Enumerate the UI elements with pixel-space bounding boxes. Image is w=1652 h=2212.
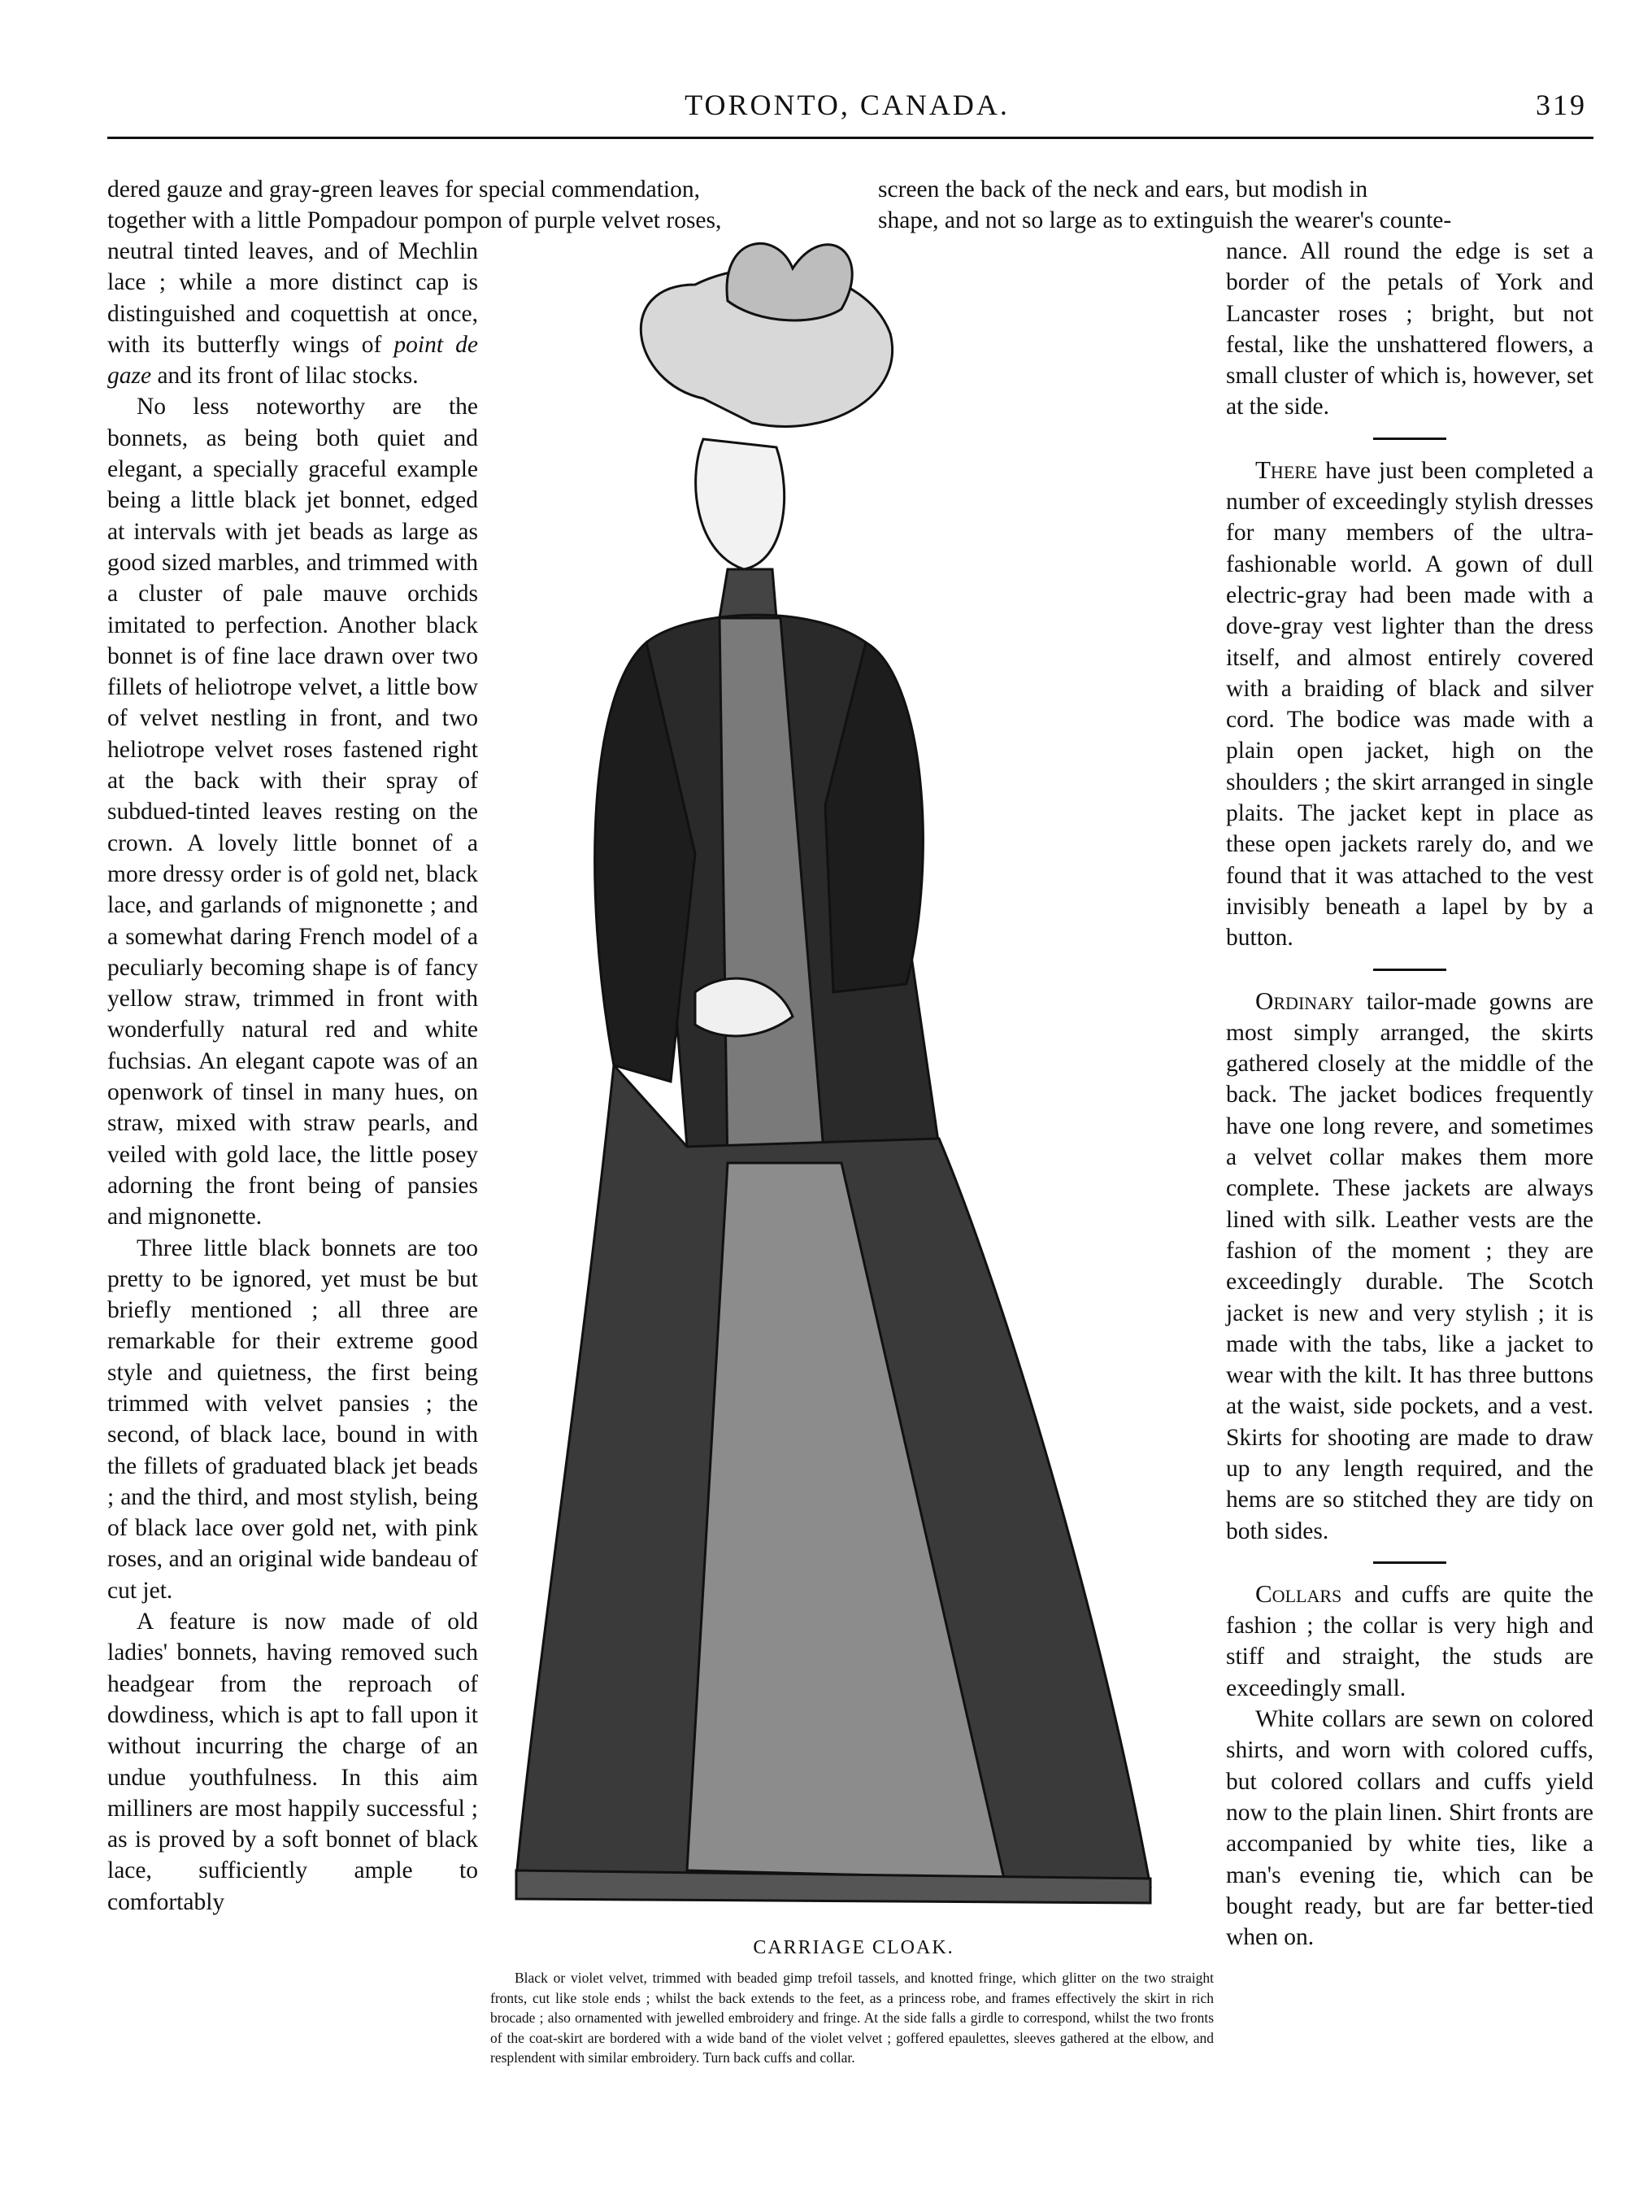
section-divider <box>1373 438 1446 440</box>
paragraph-text: and cuffs are quite the fashion ; the collar is very high and stiff and straight, the studs are exceedingly small. <box>1226 1581 1593 1701</box>
lead-right-lines <box>878 174 1593 237</box>
lead-word: There <box>1255 455 1318 484</box>
lead-right-line-1: screen the back of the neck and ears, but modish in <box>878 176 1368 202</box>
head <box>696 439 785 569</box>
running-head-title: TORONTO, CANADA. <box>685 89 1010 121</box>
paragraph-text: and its front of lilac stocks. <box>151 363 419 390</box>
header-rule <box>107 137 1593 139</box>
paragraph-old-ladies-bonnets: A feature is now made of old ladies' bonnets, having removed such headgear from the reproach of dowdiness, which is apt to fall upon it without incurring the charge of an undue youthfulness. In this aim milliners are most happily successful ; as is proved by a soft bonnet of black lace, sufficiently ample to comfortably <box>107 1609 478 1915</box>
paragraph-bonnets: No less noteworthy are the bonnets, as being both quiet and elegant, a specially graceful example being a little black jet bonnet, edged at intervals with jet beads as large as good sized marbles, and trimmed with a cluster of pale mauve orchids imitated to perfection. Another black bonnet is of fine lace drawn over two fillets of heliotrope velvet, a little bow of velvet nestling in front, and two heliotrope velvet roses fastened right at the back with their spray of subdued-tinted leaves resting on the crown. A lovely little bonnet of a more dressy order is of gold net, black lace, and garlands of mignonette ; and a somewhat daring French model of a peculiarly becoming shape is of fancy yellow straw, trimmed in front with wonderfully natural red and white fuchsias. An elegant capote was of an openwork of tinsel in many hues, on straw, mixed with straw pearls, and veiled with gold lace, the little posey adorning the front being of pansies and mignonette. <box>107 394 478 1230</box>
paragraph-tailor-made-gowns <box>1226 986 1593 1547</box>
lead-word: Ordinary <box>1255 986 1354 1015</box>
paragraph-collars-cuffs <box>1226 1578 1593 1704</box>
italic-term: point de gaze <box>107 331 478 390</box>
paragraph-mechlin-lace <box>107 236 478 391</box>
lead-left-line-1: dered gauze and gray-green leaves for special commendation, <box>107 176 700 202</box>
left-column <box>107 236 478 1918</box>
paragraph-rose-border: nance. All round the edge is set a border of the petals of York and Lancaster roses ; bright, but not festal, like the unshattered flowers, a small cluster of which is, however, set at the side. <box>1226 238 1593 420</box>
lead-right-line-2: shape, and not so large as to extinguish the wearer's counte- <box>878 207 1452 234</box>
paragraph-white-collars: White collars are sewn on colored shirts, and worn with colored cuffs, but colored collars and cuffs yield now to the plain linen. Shirt fronts are accompanied by white ties, like a man's evening tie, which can be bought ready, but are far better-tied when on. <box>1226 1706 1593 1951</box>
running-head <box>107 88 1587 135</box>
paragraph-stylish-dresses <box>1226 455 1593 954</box>
carriage-cloak-illustration <box>484 236 1215 1919</box>
lead-word: Collars <box>1255 1578 1342 1608</box>
hat-ribbon-bow <box>727 243 852 320</box>
paragraph-text: have just been completed a number of exceedingly stylish dresses for many members of the ultra-fashionable world. A gown of dull electric-gray had been made with a dove-gray vest lighter than the dress itself, and almost entirely covered with a braiding of black and silver cord. The bodice was made with a plain open jacket, high on the shoulders ; the skirt arranged in single plaits. The jacket kept in place as these open jackets rarely do, and we found that it was attached to the vest invisibly beneath a lapel by by a button. <box>1226 457 1593 951</box>
section-divider <box>1373 969 1446 971</box>
lead-left-lines <box>107 174 841 237</box>
section-divider <box>1373 1561 1446 1564</box>
paragraph-text: neutral tinted leaves, and of Mechlin lace ; while a more distinct cap is distinguished and coquettish at once, with its butterfly wings of <box>107 238 478 358</box>
page-number: 319 <box>1536 89 1587 121</box>
paragraph-black-bonnets: Three little black bonnets are too pretty to be ignored, yet must be but briefly mentioned ; all three are remarkable for their extreme good style and quietness, the first being trimmed with velvet pansies ; the second, of black lace, bound in with the fillets of graduated black jet beads ; and the third, and most stylish, being of black lace over gold net, with pink roses, and an original wide bandeau of cut jet. <box>107 1234 478 1604</box>
paragraph-text: tailor-made gowns are most simply arranged, the skirts gathered closely at the middle of the back. The jacket bodices frequently have one long revere, and sometimes a velvet collar makes them more complete. These jackets are always lined with silk. Leather vests are the fashion of the moment ; they are exceedingly durable. The Scotch jacket is new and very stylish ; it is made with the tabs, like a jacket to wear with the kilt. It has three buttons at the waist, side pockets, and a vest. Skirts for shooting are made to draw up to any length required, and the hems are so stitched they are tidy on both sides. <box>1226 988 1593 1544</box>
figure-caption: Black or violet velvet, trimmed with beaded gimp trefoil tassels, and knotted fringe, which glitter on the two straight fronts, cut like stole ends ; whilst the back extends to the feet, as a princess robe, and frames effectively the skirt in rich brocade ; also ornamented with jewelled embroidery and fringe. At the side falls a girdle to correspond, whilst the two fronts of the coat-skirt are bordered with a wide band of the violet velvet ; goffered epaulettes, sleeves gathered at the elbow, and resplendent with similar embroidery. Turn back cuffs and collar. <box>490 1970 1214 2066</box>
right-column <box>1226 236 1593 1953</box>
lead-left-line-2: together with a little Pompadour pompon of purple velvet roses, <box>107 207 722 234</box>
collar <box>719 569 776 618</box>
caption-title: CARRIAGE CLOAK. <box>753 1937 954 1958</box>
